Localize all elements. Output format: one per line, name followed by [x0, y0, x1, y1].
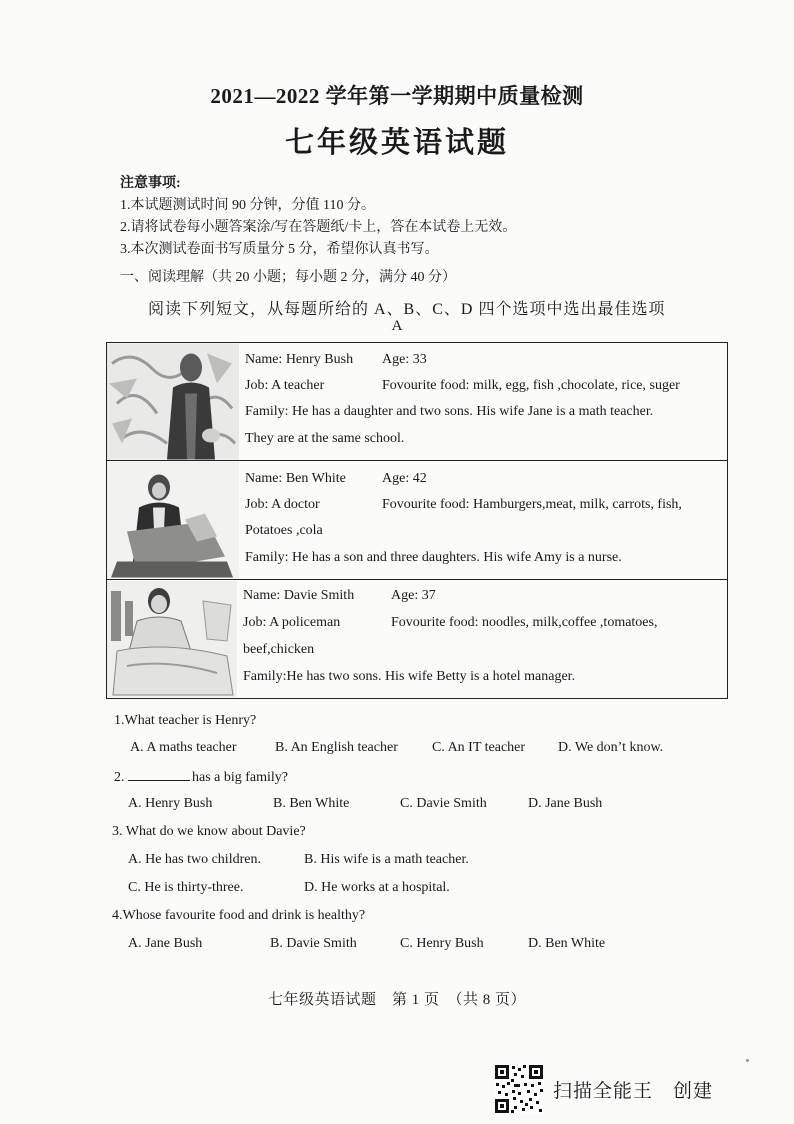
profile-food: Fovourite food: Hamburgers,meat, milk, carrots, fish,	[382, 497, 682, 512]
answer-option[interactable]: C. Davie Smith	[400, 796, 487, 811]
profile-job: Job: A teacher	[245, 378, 325, 393]
profile-food: Fovourite food: noodles, milk,coffee ,tomatoes,	[391, 615, 658, 630]
answer-option[interactable]: B. Davie Smith	[270, 936, 357, 951]
profile-age: Age: 37	[391, 588, 436, 603]
question-text: has a big family?	[192, 770, 289, 785]
profile-row	[107, 343, 727, 461]
profile-photo	[107, 343, 239, 460]
answer-option[interactable]: A. Henry Bush	[128, 796, 213, 811]
note-item: 2.请将试卷每小题答案涂/写在答题纸/卡上，答在本试卷上无效。	[120, 220, 517, 235]
note-item: 1.本试题测试时间 90 分钟，分值 110 分。	[120, 198, 375, 213]
answer-blank	[128, 768, 190, 781]
answer-option[interactable]: D. He works at a hospital.	[304, 880, 450, 895]
passage-letter: A	[391, 318, 403, 334]
qr-code-icon	[494, 1064, 544, 1114]
question-stem	[114, 768, 288, 786]
answer-option[interactable]: C. Henry Bush	[400, 936, 484, 951]
profile-photo	[107, 580, 237, 698]
answer-option[interactable]: C. He is thirty-three.	[128, 880, 244, 895]
profile-row	[107, 580, 727, 698]
profile-food-cont: Potatoes ,cola	[245, 523, 323, 538]
question-stem: 4.Whose favourite food and drink is healthy?	[112, 908, 366, 923]
profile-job: Job: A policeman	[243, 615, 341, 630]
profile-name: Name: Ben White	[245, 471, 346, 486]
profile-job: Job: A doctor	[245, 497, 320, 512]
question-stem: 3. What do we know about Davie?	[112, 824, 306, 839]
note-item: 3.本次测试卷面书写质量分 5 分，希望你认真书写。	[120, 242, 439, 257]
exam-title: 七年级英语试题	[284, 125, 509, 159]
answer-option[interactable]: A. Jane Bush	[128, 936, 203, 951]
profile-row	[107, 461, 727, 580]
profile-age: Age: 42	[382, 471, 427, 486]
answer-option[interactable]: A. He has two children.	[128, 852, 261, 867]
profile-age: Age: 33	[382, 352, 427, 367]
profile-family: Family: He has a daughter and two sons. His wife Jane is a math teacher.	[245, 404, 654, 419]
profile-family-cont: They are at the same school.	[245, 431, 405, 446]
answer-option[interactable]: D. Jane Bush	[528, 796, 603, 811]
profile-name: Name: Davie Smith	[243, 588, 355, 603]
section-heading: 一、阅读理解（共 20 小题；每小题 2 分，满分 40 分）	[120, 270, 456, 285]
notes-title: 注意事项:	[120, 176, 181, 191]
answer-option[interactable]: B. His wife is a math teacher.	[304, 852, 469, 867]
answer-option[interactable]: A. A maths teacher	[130, 740, 237, 755]
profiles-table	[106, 342, 728, 699]
section-instruction: 阅读下列短文，从每题所给的 A、B、C、D 四个选项中选出最佳选项	[148, 301, 666, 318]
profile-family: Family: He has a son and three daughters. His wife Amy is a nurse.	[245, 550, 622, 565]
answer-option[interactable]: C. An IT teacher	[432, 740, 526, 755]
answer-option[interactable]: B. Ben White	[273, 796, 350, 811]
question-stem: 1.What teacher is Henry?	[114, 713, 257, 728]
profile-name: Name: Henry Bush	[245, 352, 354, 367]
profile-family: Family:He has two sons. His wife Betty is a hotel manager.	[243, 669, 576, 684]
exam-term-line: 2021—2022 学年第一学期期中质量检测	[210, 84, 584, 108]
page-footer: 七年级英语试题 第 1 页 （共 8 页）	[267, 992, 526, 1008]
scanner-watermark: 扫描全能王 创建	[553, 1080, 714, 1102]
answer-option[interactable]: D. Ben White	[528, 936, 606, 951]
profile-food: Fovourite food: milk, egg, fish ,chocolate, rice, suger	[382, 378, 680, 393]
scan-speck	[746, 1059, 749, 1062]
answer-option[interactable]: D. We don’t know.	[558, 740, 664, 755]
answer-option[interactable]: B. An English teacher	[275, 740, 398, 755]
question-number: 2.	[114, 770, 125, 785]
profile-photo	[107, 461, 239, 579]
profile-food-cont: beef,chicken	[243, 642, 315, 657]
